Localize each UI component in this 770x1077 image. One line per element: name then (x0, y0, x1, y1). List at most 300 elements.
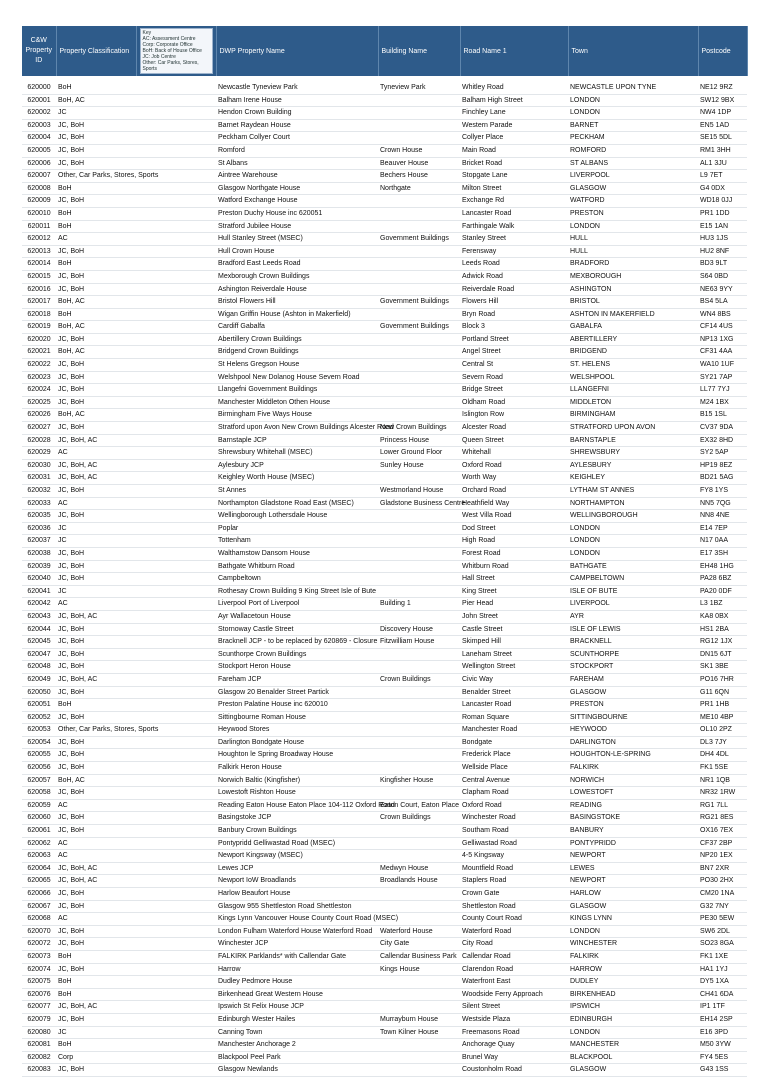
cell-building-name: Tyneview Park (378, 82, 460, 94)
cell-property-id: 620024 (22, 384, 56, 397)
cell-road-name: Bryn Road (460, 308, 568, 321)
cell-property-id: 620055 (22, 749, 56, 762)
cell-property-id: 620052 (22, 711, 56, 724)
cell-building-name: Murrayburn House (378, 1013, 460, 1026)
cell-building-name: Kingfisher House (378, 774, 460, 787)
cell-property-id: 620061 (22, 825, 56, 838)
cell-building-name (378, 825, 460, 838)
cell-property-id: 620049 (22, 673, 56, 686)
cell-classification: JC, BoH (56, 560, 216, 573)
cell-property-id: 620021 (22, 346, 56, 359)
cell-dwp-property-name: Lowestoft Rishton House (216, 787, 378, 800)
cell-property-id: 620037 (22, 535, 56, 548)
table-row (22, 950, 747, 963)
cell-classification: BoH, AC (56, 346, 216, 359)
cell-town: PRESTON (568, 699, 698, 712)
cell-building-name (378, 900, 460, 913)
cell-property-id: 620000 (22, 82, 56, 94)
cell-property-id: 620048 (22, 661, 56, 674)
cell-classification: JC, BoH (56, 925, 216, 938)
cell-property-id: 620083 (22, 1064, 56, 1077)
cell-road-name: John Street (460, 610, 568, 623)
cell-building-name (378, 207, 460, 220)
cell-building-name (378, 510, 460, 523)
cell-classification: JC, BoH (56, 825, 216, 838)
cell-property-id: 620077 (22, 1001, 56, 1014)
cell-property-id: 620051 (22, 699, 56, 712)
cell-building-name (378, 1039, 460, 1052)
cell-property-id: 620003 (22, 119, 56, 132)
cell-postcode: OL10 2PZ (698, 724, 747, 737)
cell-dwp-property-name: Welshpool New Dolanog House Severn Road (216, 371, 378, 384)
table-row (22, 925, 747, 938)
cell-property-id: 620066 (22, 888, 56, 901)
cell-classification: JC, BoH (56, 384, 216, 397)
cell-property-id: 620027 (22, 422, 56, 435)
cell-road-name: Pier Head (460, 598, 568, 611)
cell-postcode: NP13 1XG (698, 333, 747, 346)
cell-postcode: WD18 0JJ (698, 195, 747, 208)
key-line: Other: Car Parks, Stores, Sports (142, 60, 199, 72)
table-row (22, 724, 747, 737)
cell-postcode: EH14 2SP (698, 1013, 747, 1026)
cell-town: STRATFORD UPON AVON (568, 422, 698, 435)
cell-building-name: Fitzwilliam House (378, 636, 460, 649)
cell-road-name: Islington Row (460, 409, 568, 422)
cell-dwp-property-name: Peckham Collyer Court (216, 132, 378, 145)
cell-classification: AC (56, 598, 216, 611)
cell-town: NORWICH (568, 774, 698, 787)
cell-classification: JC, BoH, AC (56, 610, 216, 623)
table-row (22, 711, 747, 724)
cell-classification: JC, BoH (56, 900, 216, 913)
table-row (22, 522, 747, 535)
cell-classification: BoH, AC (56, 94, 216, 107)
cell-road-name: Stopgate Lane (460, 170, 568, 183)
cell-dwp-property-name: Wigan Griffin House (Ashton in Makerfield) (216, 308, 378, 321)
cell-building-name: Westmorland House (378, 485, 460, 498)
key-line: Key (142, 30, 152, 36)
cell-road-name: Lancaster Road (460, 207, 568, 220)
cell-property-id: 620062 (22, 837, 56, 850)
cell-building-name (378, 107, 460, 120)
cell-building-name (378, 258, 460, 271)
table-row (22, 585, 747, 598)
cell-town: LOWESTOFT (568, 787, 698, 800)
cell-building-name (378, 1051, 460, 1064)
cell-building-name (378, 573, 460, 586)
cell-road-name: Woodside Ferry Approach (460, 988, 568, 1001)
cell-property-id: 620057 (22, 774, 56, 787)
cell-road-name: Staplers Road (460, 875, 568, 888)
cell-town: BASINGSTOKE (568, 812, 698, 825)
table-row (22, 1013, 747, 1026)
cell-building-name (378, 661, 460, 674)
cell-dwp-property-name: Preston Duchy House inc 620051 (216, 207, 378, 220)
cell-town: MEXBOROUGH (568, 270, 698, 283)
cell-road-name: Westside Plaza (460, 1013, 568, 1026)
cell-postcode: N17 0AA (698, 535, 747, 548)
cell-property-id: 620006 (22, 157, 56, 170)
cell-dwp-property-name: Barnstaple JCP (216, 434, 378, 447)
cell-road-name: Balham High Street (460, 94, 568, 107)
cell-postcode: SO23 8GA (698, 938, 747, 951)
cell-postcode: BD21 5AG (698, 472, 747, 485)
cell-town: BARNSTAPLE (568, 434, 698, 447)
cell-building-name: Government Buildings (378, 233, 460, 246)
table-row (22, 661, 747, 674)
cell-road-name: Forest Road (460, 547, 568, 560)
cell-dwp-property-name: St Annes (216, 485, 378, 498)
cell-town: ABERTILLERY (568, 333, 698, 346)
cell-classification: AC (56, 913, 216, 926)
cell-road-name: Wellington Street (460, 661, 568, 674)
cell-town: BRACKNELL (568, 636, 698, 649)
cell-dwp-property-name: Harrow (216, 963, 378, 976)
cell-postcode: CF37 2BP (698, 837, 747, 850)
cell-classification: JC, BoH (56, 510, 216, 523)
cell-building-name: Government Buildings (378, 321, 460, 334)
cell-postcode: G43 1SS (698, 1064, 747, 1077)
cell-road-name: Shettleston Road (460, 900, 568, 913)
table-row (22, 837, 747, 850)
property-spreadsheet (22, 26, 747, 1077)
table-row (22, 1039, 747, 1052)
property-table (22, 26, 748, 1077)
cell-dwp-property-name: Shrewsbury Whitehall (MSEC) (216, 447, 378, 460)
cell-property-id: 620013 (22, 245, 56, 258)
cell-property-id: 620056 (22, 762, 56, 775)
cell-classification: JC, BoH, AC (56, 862, 216, 875)
cell-dwp-property-name: Rothesay Crown Building 9 King Street Isle of Bute (216, 585, 378, 598)
cell-building-name (378, 547, 460, 560)
column-header-building-name: Building Name (378, 26, 460, 76)
cell-town: AYLESBURY (568, 459, 698, 472)
cell-town: LONDON (568, 94, 698, 107)
cell-town: LONDON (568, 1026, 698, 1039)
cell-classification: AC (56, 497, 216, 510)
cell-classification: AC (56, 837, 216, 850)
cell-town: BIRKENHEAD (568, 988, 698, 1001)
cell-postcode: NE63 9YY (698, 283, 747, 296)
cell-dwp-property-name: Stornoway Castle Street (216, 623, 378, 636)
table-row (22, 308, 747, 321)
cell-road-name: King Street (460, 585, 568, 598)
cell-classification: BoH (56, 258, 216, 271)
cell-classification: JC, BoH (56, 888, 216, 901)
cell-road-name: Mountfield Road (460, 862, 568, 875)
table-row (22, 220, 747, 233)
cell-town: FAREHAM (568, 673, 698, 686)
table-row (22, 107, 747, 120)
cell-town: PECKHAM (568, 132, 698, 145)
cell-postcode: DN15 6JT (698, 648, 747, 661)
cell-classification: JC, BoH (56, 636, 216, 649)
cell-town: DUDLEY (568, 976, 698, 989)
cell-town: NORTHAMPTON (568, 497, 698, 510)
cell-postcode: PR1 1DD (698, 207, 747, 220)
cell-classification: JC, BoH, AC (56, 875, 216, 888)
cell-dwp-property-name: Romford (216, 144, 378, 157)
cell-town: PONTYPRIDD (568, 837, 698, 850)
table-row (22, 409, 747, 422)
key-line: AC: Assessment Centre (142, 36, 196, 42)
cell-building-name (378, 359, 460, 372)
cell-property-id: 620082 (22, 1051, 56, 1064)
cell-dwp-property-name: Basingstoke JCP (216, 812, 378, 825)
cell-classification: JC, BoH (56, 359, 216, 372)
cell-building-name (378, 648, 460, 661)
cell-road-name: Angel Street (460, 346, 568, 359)
cell-dwp-property-name: Norwich Baltic (Kingfisher) (216, 774, 378, 787)
header-row (22, 26, 747, 76)
cell-postcode: HU3 1JS (698, 233, 747, 246)
cell-property-id: 620075 (22, 976, 56, 989)
cell-town: LIVERPOOL (568, 170, 698, 183)
cell-postcode: NN5 7QG (698, 497, 747, 510)
cell-classification: AC (56, 850, 216, 863)
cell-classification: JC, BoH (56, 245, 216, 258)
cell-road-name: Block 3 (460, 321, 568, 334)
cell-building-name: Government Buildings (378, 296, 460, 309)
table-row (22, 648, 747, 661)
cell-building-name (378, 384, 460, 397)
cell-classification: JC, BoH, AC (56, 673, 216, 686)
cell-property-id: 620065 (22, 875, 56, 888)
table-row (22, 636, 747, 649)
cell-road-name: Waterfront East (460, 976, 568, 989)
cell-dwp-property-name: Barnet Raydean House (216, 119, 378, 132)
cell-classification: JC, BoH (56, 661, 216, 674)
cell-town: WATFORD (568, 195, 698, 208)
cell-property-id: 620059 (22, 799, 56, 812)
cell-property-id: 620079 (22, 1013, 56, 1026)
cell-dwp-property-name: Bridgend Crown Buildings (216, 346, 378, 359)
cell-town: ST. HELENS (568, 359, 698, 372)
cell-property-id: 620068 (22, 913, 56, 926)
cell-postcode: CV37 9DA (698, 422, 747, 435)
cell-dwp-property-name: Hull Stanley Street (MSEC) (216, 233, 378, 246)
cell-road-name: Clapham Road (460, 787, 568, 800)
cell-postcode: SW12 9BX (698, 94, 747, 107)
key-line: BoH: Back of House Office (142, 48, 202, 54)
cell-property-id: 620030 (22, 459, 56, 472)
cell-building-name (378, 976, 460, 989)
cell-postcode: ME10 4BP (698, 711, 747, 724)
cell-postcode: SE15 5DL (698, 132, 747, 145)
table-row (22, 850, 747, 863)
cell-dwp-property-name: Bracknell JCP - to be replaced by 620869 - Closure (216, 636, 378, 649)
table-row (22, 673, 747, 686)
classification-key (136, 26, 216, 76)
cell-building-name: Callendar Business Park (378, 950, 460, 963)
cell-town: WELLINGBOROUGH (568, 510, 698, 523)
cell-town: BRISTOL (568, 296, 698, 309)
cell-town: GLASGOW (568, 686, 698, 699)
cell-building-name (378, 396, 460, 409)
cell-dwp-property-name: St Helens Gregson House (216, 359, 378, 372)
cell-classification: JC, BoH (56, 787, 216, 800)
cell-postcode: FK1 5SE (698, 762, 747, 775)
cell-road-name: Wellside Place (460, 762, 568, 775)
cell-postcode: NR1 1QB (698, 774, 747, 787)
cell-building-name: Beauver House (378, 157, 460, 170)
cell-town: HARLOW (568, 888, 698, 901)
cell-building-name: Medwyn House (378, 862, 460, 875)
cell-property-id: 620070 (22, 925, 56, 938)
cell-town: WINCHESTER (568, 938, 698, 951)
cell-classification: BoH (56, 207, 216, 220)
cell-dwp-property-name: Newport IoW Broadlands (216, 875, 378, 888)
cell-dwp-property-name: St Albans (216, 157, 378, 170)
cell-town: NEWPORT (568, 850, 698, 863)
cell-building-name: Bechers House (378, 170, 460, 183)
column-header-dwp-name: DWP Property Name (216, 26, 378, 76)
table-row (22, 371, 747, 384)
cell-road-name: Central St (460, 359, 568, 372)
cell-road-name: Bondgate (460, 736, 568, 749)
cell-postcode: B15 1SL (698, 409, 747, 422)
table-row (22, 988, 747, 1001)
cell-classification: JC, BoH (56, 371, 216, 384)
cell-classification: BoH, AC (56, 321, 216, 334)
cell-dwp-property-name: Aintree Warehouse (216, 170, 378, 183)
cell-postcode: EH48 1HG (698, 560, 747, 573)
column-header-id (22, 26, 56, 76)
table-row (22, 610, 747, 623)
cell-property-id: 620005 (22, 144, 56, 157)
cell-dwp-property-name: Canning Town (216, 1026, 378, 1039)
cell-town: BRADFORD (568, 258, 698, 271)
cell-road-name: Worth Way (460, 472, 568, 485)
cell-road-name: Winchester Road (460, 812, 568, 825)
cell-postcode: CF14 4US (698, 321, 747, 334)
cell-postcode: RG21 8ES (698, 812, 747, 825)
cell-property-id: 620004 (22, 132, 56, 145)
cell-road-name: 4-5 Kingsway (460, 850, 568, 863)
cell-postcode: PE30 5EW (698, 913, 747, 926)
cell-road-name: Silent Street (460, 1001, 568, 1014)
table-row (22, 1026, 747, 1039)
cell-road-name: Milton Street (460, 182, 568, 195)
table-row (22, 1051, 747, 1064)
table-row (22, 396, 747, 409)
cell-property-id: 620045 (22, 636, 56, 649)
cell-town: HARROW (568, 963, 698, 976)
cell-town: NEWCASTLE UPON TYNE (568, 82, 698, 94)
cell-road-name: Bridge Street (460, 384, 568, 397)
cell-postcode: NP20 1EX (698, 850, 747, 863)
cell-classification: JC (56, 522, 216, 535)
cell-road-name: Whitehall (460, 447, 568, 460)
cell-dwp-property-name: Ashington Reiverdale House (216, 283, 378, 296)
cell-town: GLASGOW (568, 900, 698, 913)
table-row (22, 686, 747, 699)
cell-property-id: 620073 (22, 950, 56, 963)
cell-road-name: Stanley Street (460, 233, 568, 246)
cell-dwp-property-name: Scunthorpe Crown Buildings (216, 648, 378, 661)
cell-building-name: Kings House (378, 963, 460, 976)
cell-postcode: DH4 4DL (698, 749, 747, 762)
cell-property-id: 620047 (22, 648, 56, 661)
cell-road-name: Waterford Road (460, 925, 568, 938)
cell-postcode: DL3 7JY (698, 736, 747, 749)
cell-road-name: Oxford Road (460, 799, 568, 812)
cell-town: EDINBURGH (568, 1013, 698, 1026)
cell-building-name (378, 308, 460, 321)
cell-dwp-property-name: Walthamstow Dansom House (216, 547, 378, 560)
cell-classification: BoH (56, 950, 216, 963)
cell-town: SCUNTHORPE (568, 648, 698, 661)
cell-postcode: BD3 9LT (698, 258, 747, 271)
cell-building-name (378, 837, 460, 850)
cell-road-name: Leeds Road (460, 258, 568, 271)
cell-town: PRESTON (568, 207, 698, 220)
cell-dwp-property-name: Balham Irene House (216, 94, 378, 107)
cell-road-name: Western Parade (460, 119, 568, 132)
cell-road-name: Whitley Road (460, 82, 568, 94)
column-header-classification: Property Classification (56, 26, 136, 76)
table-row (22, 510, 747, 523)
cell-classification: Other, Car Parks, Stores, Sports (56, 724, 216, 737)
cell-classification: JC, BoH (56, 119, 216, 132)
table-row (22, 900, 747, 913)
cell-building-name: New Crown Buildings (378, 422, 460, 435)
key-line: Corp: Corporate Office (142, 42, 193, 48)
cell-property-id: 620040 (22, 573, 56, 586)
cell-dwp-property-name: Sittingbourne Roman House (216, 711, 378, 724)
cell-dwp-property-name: Stratford upon Avon New Crown Buildings Alcester Road (216, 422, 378, 435)
cell-property-id: 620025 (22, 396, 56, 409)
cell-classification: JC, BoH (56, 749, 216, 762)
cell-property-id: 620031 (22, 472, 56, 485)
cell-classification: JC, BoH (56, 736, 216, 749)
cell-road-name: Anchorage Quay (460, 1039, 568, 1052)
table-row (22, 182, 747, 195)
cell-classification: BoH (56, 1039, 216, 1052)
table-row (22, 472, 747, 485)
cell-dwp-property-name: Hull Crown House (216, 245, 378, 258)
table-row (22, 459, 747, 472)
cell-classification: JC, BoH (56, 963, 216, 976)
cell-classification: JC, BoH (56, 144, 216, 157)
cell-dwp-property-name: Ipswich St Felix House JCP (216, 1001, 378, 1014)
cell-town: BLACKPOOL (568, 1051, 698, 1064)
cell-building-name (378, 724, 460, 737)
cell-road-name: Severn Road (460, 371, 568, 384)
cell-property-id: 620007 (22, 170, 56, 183)
cell-property-id: 620033 (22, 497, 56, 510)
cell-postcode: KA8 0BX (698, 610, 747, 623)
cell-postcode: PO16 7HR (698, 673, 747, 686)
table-row (22, 547, 747, 560)
cell-property-id: 620081 (22, 1039, 56, 1052)
table-row (22, 938, 747, 951)
cell-postcode: EX32 8HD (698, 434, 747, 447)
cell-classification: Corp (56, 1051, 216, 1064)
cell-dwp-property-name: Dudley Pedmore House (216, 976, 378, 989)
cell-classification: JC, BoH, AC (56, 1001, 216, 1014)
table-row (22, 359, 747, 372)
cell-building-name: Eaton Court, Eaton Place (378, 799, 460, 812)
table-row (22, 976, 747, 989)
cell-property-id: 620029 (22, 447, 56, 460)
cell-road-name: Bricket Road (460, 157, 568, 170)
cell-postcode: M50 3YW (698, 1039, 747, 1052)
table-row (22, 258, 747, 271)
cell-classification: JC, BoH, AC (56, 434, 216, 447)
cell-postcode: E14 7EP (698, 522, 747, 535)
